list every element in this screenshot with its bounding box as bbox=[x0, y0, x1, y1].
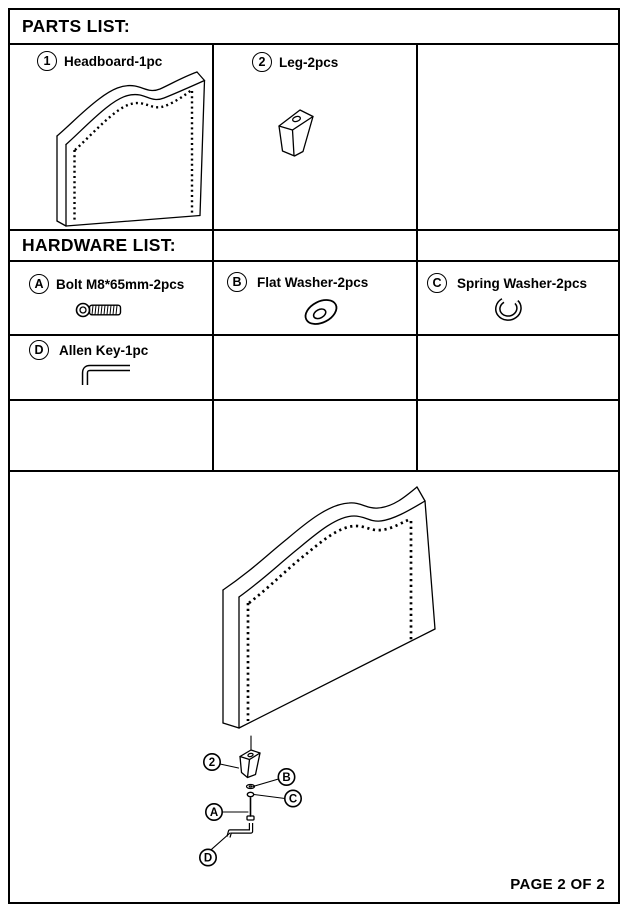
part-item-headboard bbox=[37, 51, 162, 71]
callout-allen-key bbox=[200, 849, 216, 865]
hardware-letter-badge: C bbox=[427, 273, 447, 293]
parts-row bbox=[10, 45, 618, 231]
empty-cell bbox=[418, 401, 618, 470]
hardware-cell-allen-key bbox=[10, 336, 214, 399]
callout-label: B bbox=[282, 772, 291, 785]
parts-list-title: PARTS LIST: bbox=[22, 16, 130, 36]
part-label: Leg-2pcs bbox=[279, 54, 339, 70]
callout-label: A bbox=[209, 807, 219, 820]
assembly-diagram-section bbox=[10, 472, 618, 902]
hardware-header-empty-cell bbox=[418, 231, 618, 260]
hardware-cell-empty bbox=[418, 336, 618, 399]
callout-spring-washer bbox=[285, 790, 301, 806]
callout-bolt bbox=[206, 804, 222, 820]
hardware-item-bolt bbox=[29, 274, 184, 294]
parts-list-header bbox=[10, 10, 618, 45]
part-item-leg bbox=[252, 52, 338, 72]
hardware-label: Flat Washer-2pcs bbox=[257, 274, 369, 290]
hardware-cell-empty bbox=[214, 336, 418, 399]
hardware-row-1 bbox=[10, 262, 618, 336]
callout-leg bbox=[204, 754, 220, 770]
callout-flat-washer bbox=[278, 769, 294, 785]
empty-cell bbox=[214, 401, 418, 470]
empty-cell bbox=[10, 401, 214, 470]
headboard-assembly-drawing bbox=[223, 487, 435, 728]
callout-label: D bbox=[203, 852, 213, 865]
part-cell-empty bbox=[418, 45, 618, 229]
hardware-list-title: HARDWARE LIST: bbox=[22, 235, 176, 255]
leg-drawing bbox=[214, 45, 416, 229]
page-border bbox=[8, 8, 620, 904]
part-cell-leg bbox=[214, 45, 418, 229]
assembly-diagram bbox=[10, 472, 618, 902]
headboard-drawing bbox=[10, 45, 212, 229]
hardware-header-empty-cell bbox=[214, 231, 418, 260]
hardware-title-cell bbox=[10, 231, 214, 260]
hardware-label: Spring Washer-2pcs bbox=[457, 275, 588, 291]
hardware-row-2 bbox=[10, 336, 618, 401]
hardware-item-flat-washer bbox=[227, 272, 368, 292]
callout-label: C bbox=[288, 793, 298, 806]
hardware-item-spring-washer bbox=[427, 273, 587, 293]
hardware-list-header bbox=[10, 231, 618, 262]
hardware-item-allen-key bbox=[29, 340, 148, 360]
hardware-cell-flat-washer bbox=[214, 262, 418, 334]
hardware-label: Allen Key-1pc bbox=[59, 342, 149, 358]
part-number-badge: 1 bbox=[37, 51, 57, 71]
hardware-letter-badge: B bbox=[227, 272, 247, 292]
page-number: PAGE 2 OF 2 bbox=[510, 876, 605, 893]
hardware-letter-badge: D bbox=[29, 340, 49, 360]
part-number-badge: 2 bbox=[252, 52, 272, 72]
hardware-letter-badge: A bbox=[29, 274, 49, 294]
callout-label: 2 bbox=[208, 757, 216, 770]
part-label: Headboard-1pc bbox=[64, 53, 163, 69]
hardware-label: Bolt M8*65mm-2pcs bbox=[56, 276, 185, 292]
hardware-cell-spring-washer bbox=[418, 262, 618, 334]
empty-row bbox=[10, 401, 618, 472]
hardware-cell-bolt bbox=[10, 262, 214, 334]
leg-fastener-detail bbox=[229, 736, 261, 837]
part-cell-headboard bbox=[10, 45, 214, 229]
bolt-drawing bbox=[10, 262, 212, 334]
